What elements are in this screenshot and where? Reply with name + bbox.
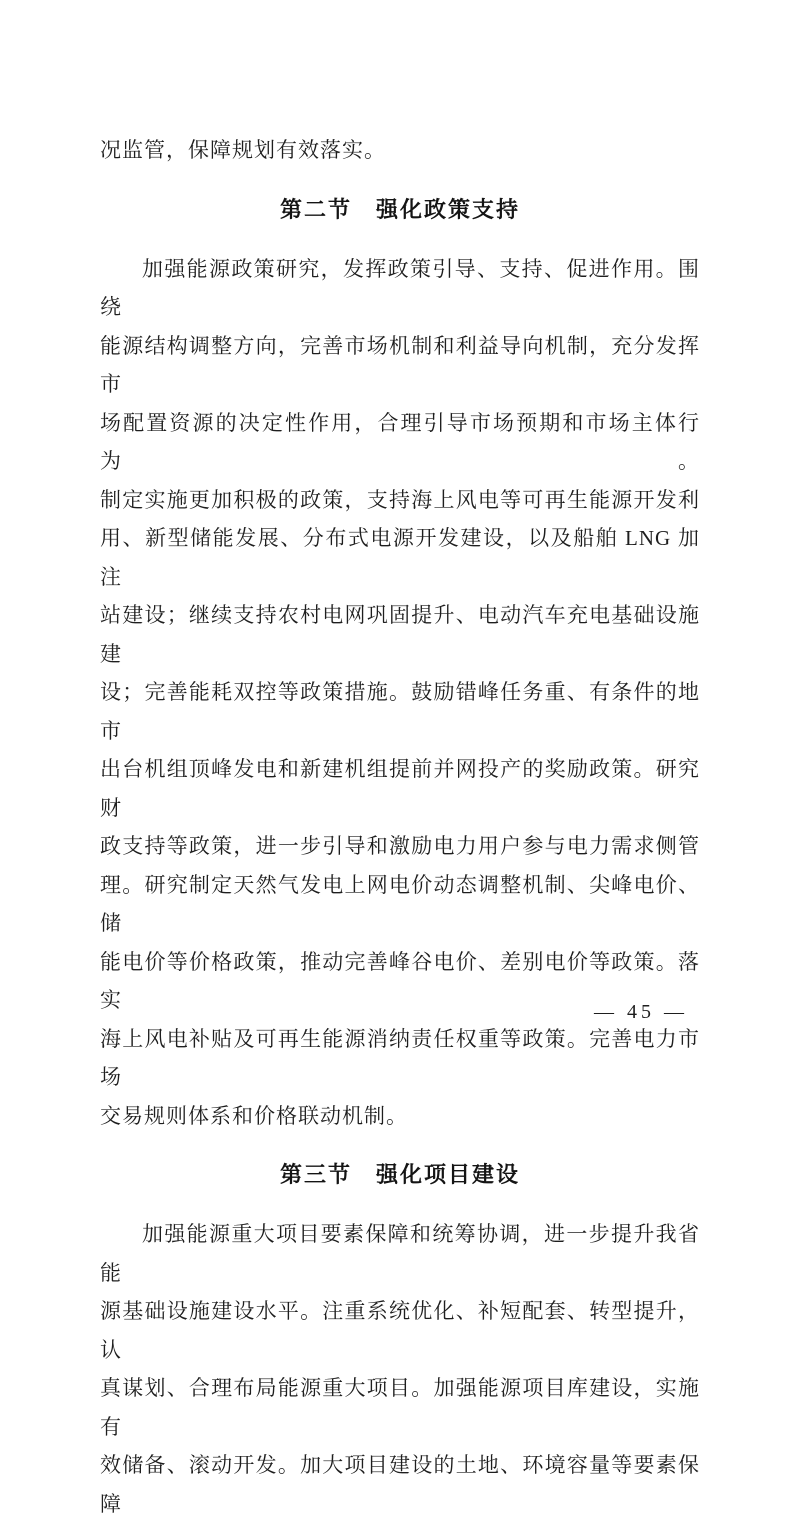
page-number: — 45 — (594, 1001, 688, 1023)
text-line: 制定实施更加积极的政策，支持海上风电等可再生能源开发利 (100, 487, 700, 512)
section-heading-3: 第三节 强化项目建设 (279, 1162, 520, 1187)
text-line: 场配置资源的决定性作用，合理引导市场预期和市场主体行为。 (100, 410, 700, 473)
text-line: 能源结构调整方向，完善市场机制和利益导向机制，充分发挥市 (100, 333, 700, 396)
text-line: 交易规则体系和价格联动机制。 (100, 1103, 408, 1128)
text-line: 出台机组顶峰发电和新建机组提前并网投产的奖励政策。研究财 (100, 757, 700, 820)
text-line: 站建设；继续支持农村电网巩固提升、电动汽车充电基础设施建 (100, 603, 700, 666)
text-line: 能电价等价格政策，推动完善峰谷电价、差别电价等政策。落实 (100, 949, 700, 1012)
text-line: 海上风电补贴及可再生能源消纳责任权重等政策。完善电力市场 (100, 1026, 700, 1089)
section-3-paragraph (100, 1215, 700, 1523)
text-line: 加强能源重大项目要素保障和统筹协调，进一步提升我省能 (100, 1222, 700, 1285)
text-line: 用、新型储能发展、分布式电源开发建设，以及船舶 LNG 加注 (100, 526, 700, 589)
page-content (100, 0, 700, 1523)
text-line: 源基础设施建设水平。注重系统优化、补短配套、转型提升，认 (100, 1299, 700, 1362)
text-line: 理。研究制定天然气发电上网电价动态调整机制、尖峰电价、储 (100, 872, 700, 935)
text-line: 效储备、滚动开发。加大项目建设的土地、环境容量等要素保障 (100, 1453, 700, 1516)
text-line: 政支持等政策，进一步引导和激励电力用户参与电力需求侧管 (100, 834, 700, 858)
paragraph-continuation-line: 况监管，保障规划有效落实。 (100, 138, 386, 162)
section-heading-2: 第二节 强化政策支持 (279, 196, 520, 222)
text-line: 设；完善能耗双控等政策措施。鼓励错峰任务重、有条件的地市 (100, 680, 700, 743)
text-line: 加强能源政策研究，发挥政策引导、支持、促进作用。围绕 (100, 256, 700, 319)
text-line: 真谋划、合理布局能源重大项目。加强能源项目库建设，实施有 (100, 1376, 700, 1439)
